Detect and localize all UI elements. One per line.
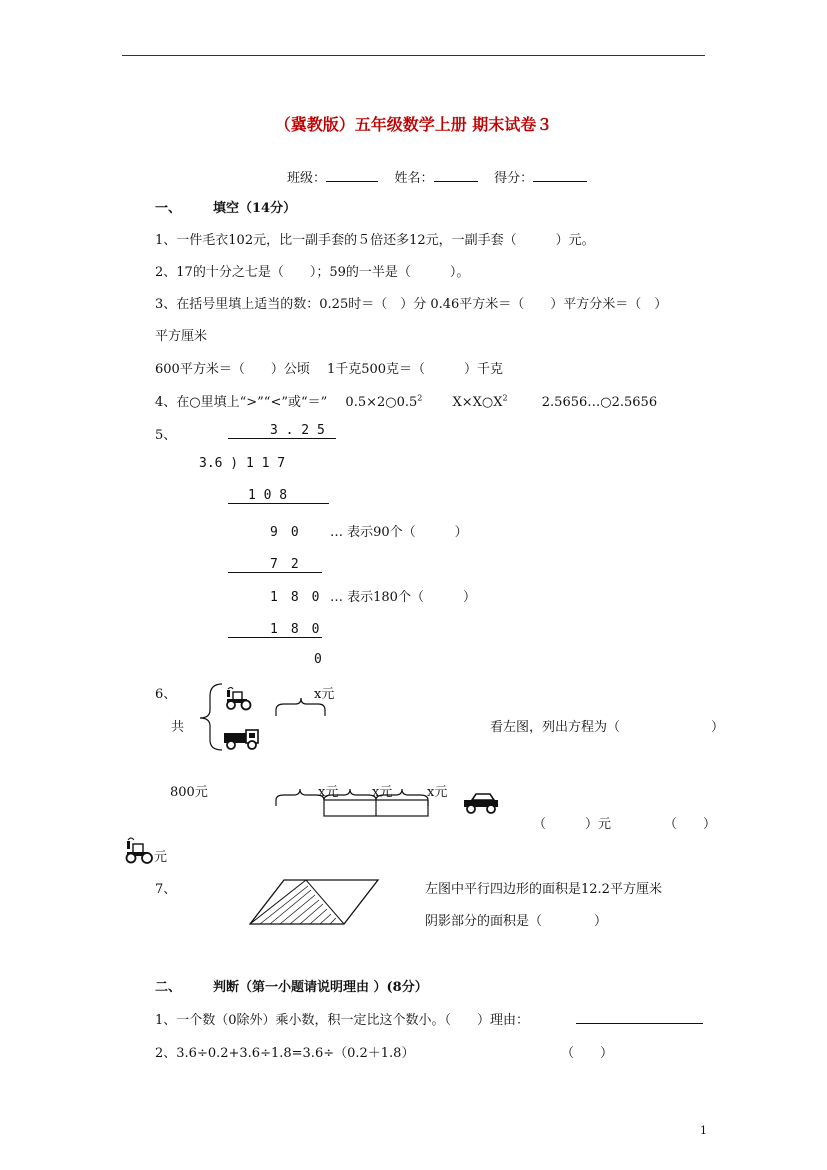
q5-label: 5、 xyxy=(155,428,177,443)
section1-heading: 填空（14分） xyxy=(213,201,297,216)
q6-x2: x元 xyxy=(372,785,393,800)
question-2-2-paren: （ ） xyxy=(561,1046,614,1061)
q4-c: 2.5656…○2.5656 xyxy=(541,395,658,410)
page-number: 1 xyxy=(700,1124,707,1137)
q5-divisor-row: 3.6 ) 1 1 7 xyxy=(199,456,286,471)
q5-row2-note: … 表示90个（ ） xyxy=(330,525,468,540)
q5-row1: 1 0 8 xyxy=(228,488,329,504)
q5-row5: 1 8 0 xyxy=(228,618,322,638)
q6-unit: 元 xyxy=(154,850,168,865)
page-title: （冀教版）五年级数学上册 期末试卷３ xyxy=(274,115,553,134)
truck-icon xyxy=(222,728,262,750)
q4-a: $0.5\times 2○0.5^2$ xyxy=(345,393,423,410)
q6-answer-b: （ ） xyxy=(664,817,717,832)
q6-total-label: 共 xyxy=(171,720,185,735)
q6-x3: x元 xyxy=(427,785,448,800)
q5-row4-note: … 表示180个（ ） xyxy=(330,590,476,605)
section2-number: 二、 xyxy=(155,980,182,995)
car-icon xyxy=(462,792,502,814)
class-label: 班级： xyxy=(287,171,327,186)
section2-heading: 判断（第一小题请说明理由 ）(8分） xyxy=(213,980,428,995)
question-1-3-line3: 600平方米＝（ ）公顷 1千克500克＝（ ）千克 xyxy=(155,362,504,377)
q4-b: $X\times X○X^2$ xyxy=(452,393,508,410)
q5-row4: 1 8 0 xyxy=(270,590,320,605)
q7-text1: 左图中平行四边形的面积是12.2平方厘米 xyxy=(425,882,662,897)
score-label: 得分： xyxy=(494,171,534,186)
parallelogram-figure xyxy=(248,878,388,928)
question-2-2: 2、3.6÷0.2+3.6÷1.8=3.6÷（0.2＋1.8） xyxy=(155,1046,415,1061)
question-1-3-line2: 平方厘米 xyxy=(155,329,208,344)
tractor-icon xyxy=(224,688,254,710)
section1-number: 一、 xyxy=(155,201,182,216)
q6-800: 800元 xyxy=(170,785,208,800)
question-1-1: 1、一件毛衣102元，比一副手套的５倍还多12元，一副手套（ ）元。 xyxy=(155,233,595,248)
q4-prefix: 4、在○里填上“>”“<”或“＝” xyxy=(155,395,328,410)
reason-blank[interactable] xyxy=(576,1023,703,1024)
q6-x-top: x元 xyxy=(314,687,335,702)
q6-answer-a: （ ）元 xyxy=(533,817,612,832)
q7-text2: 阴影部分的面积是（ ） xyxy=(425,914,608,929)
q5-quotient: 3 . 2 5 xyxy=(228,423,336,439)
q5-row6: 0 xyxy=(314,652,322,667)
q7-label: 7、 xyxy=(155,882,177,897)
question-2-1: 1、一个数（0除外）乘小数，积一定比这个数小。（ ）理由： xyxy=(155,1013,530,1028)
q6-x1: x元 xyxy=(318,785,339,800)
name-label: 姓名： xyxy=(394,171,434,186)
q6-instruction: 看左图，列出方程为（ ） xyxy=(490,720,725,735)
q5-row2: 9 0 xyxy=(270,525,299,540)
q5-row3: 7 2 xyxy=(228,553,322,573)
tractor-icon xyxy=(124,838,154,864)
question-1-2: 2、17的十分之七是（ ）；59的一半是（ ）。 xyxy=(155,265,470,280)
q6-label: 6、 xyxy=(155,687,177,702)
question-1-3-line1: 3、在括号里填上适当的数：0.25时＝（ ）分 0.46平方米＝（ ）平方分米＝（ ） xyxy=(155,297,668,312)
